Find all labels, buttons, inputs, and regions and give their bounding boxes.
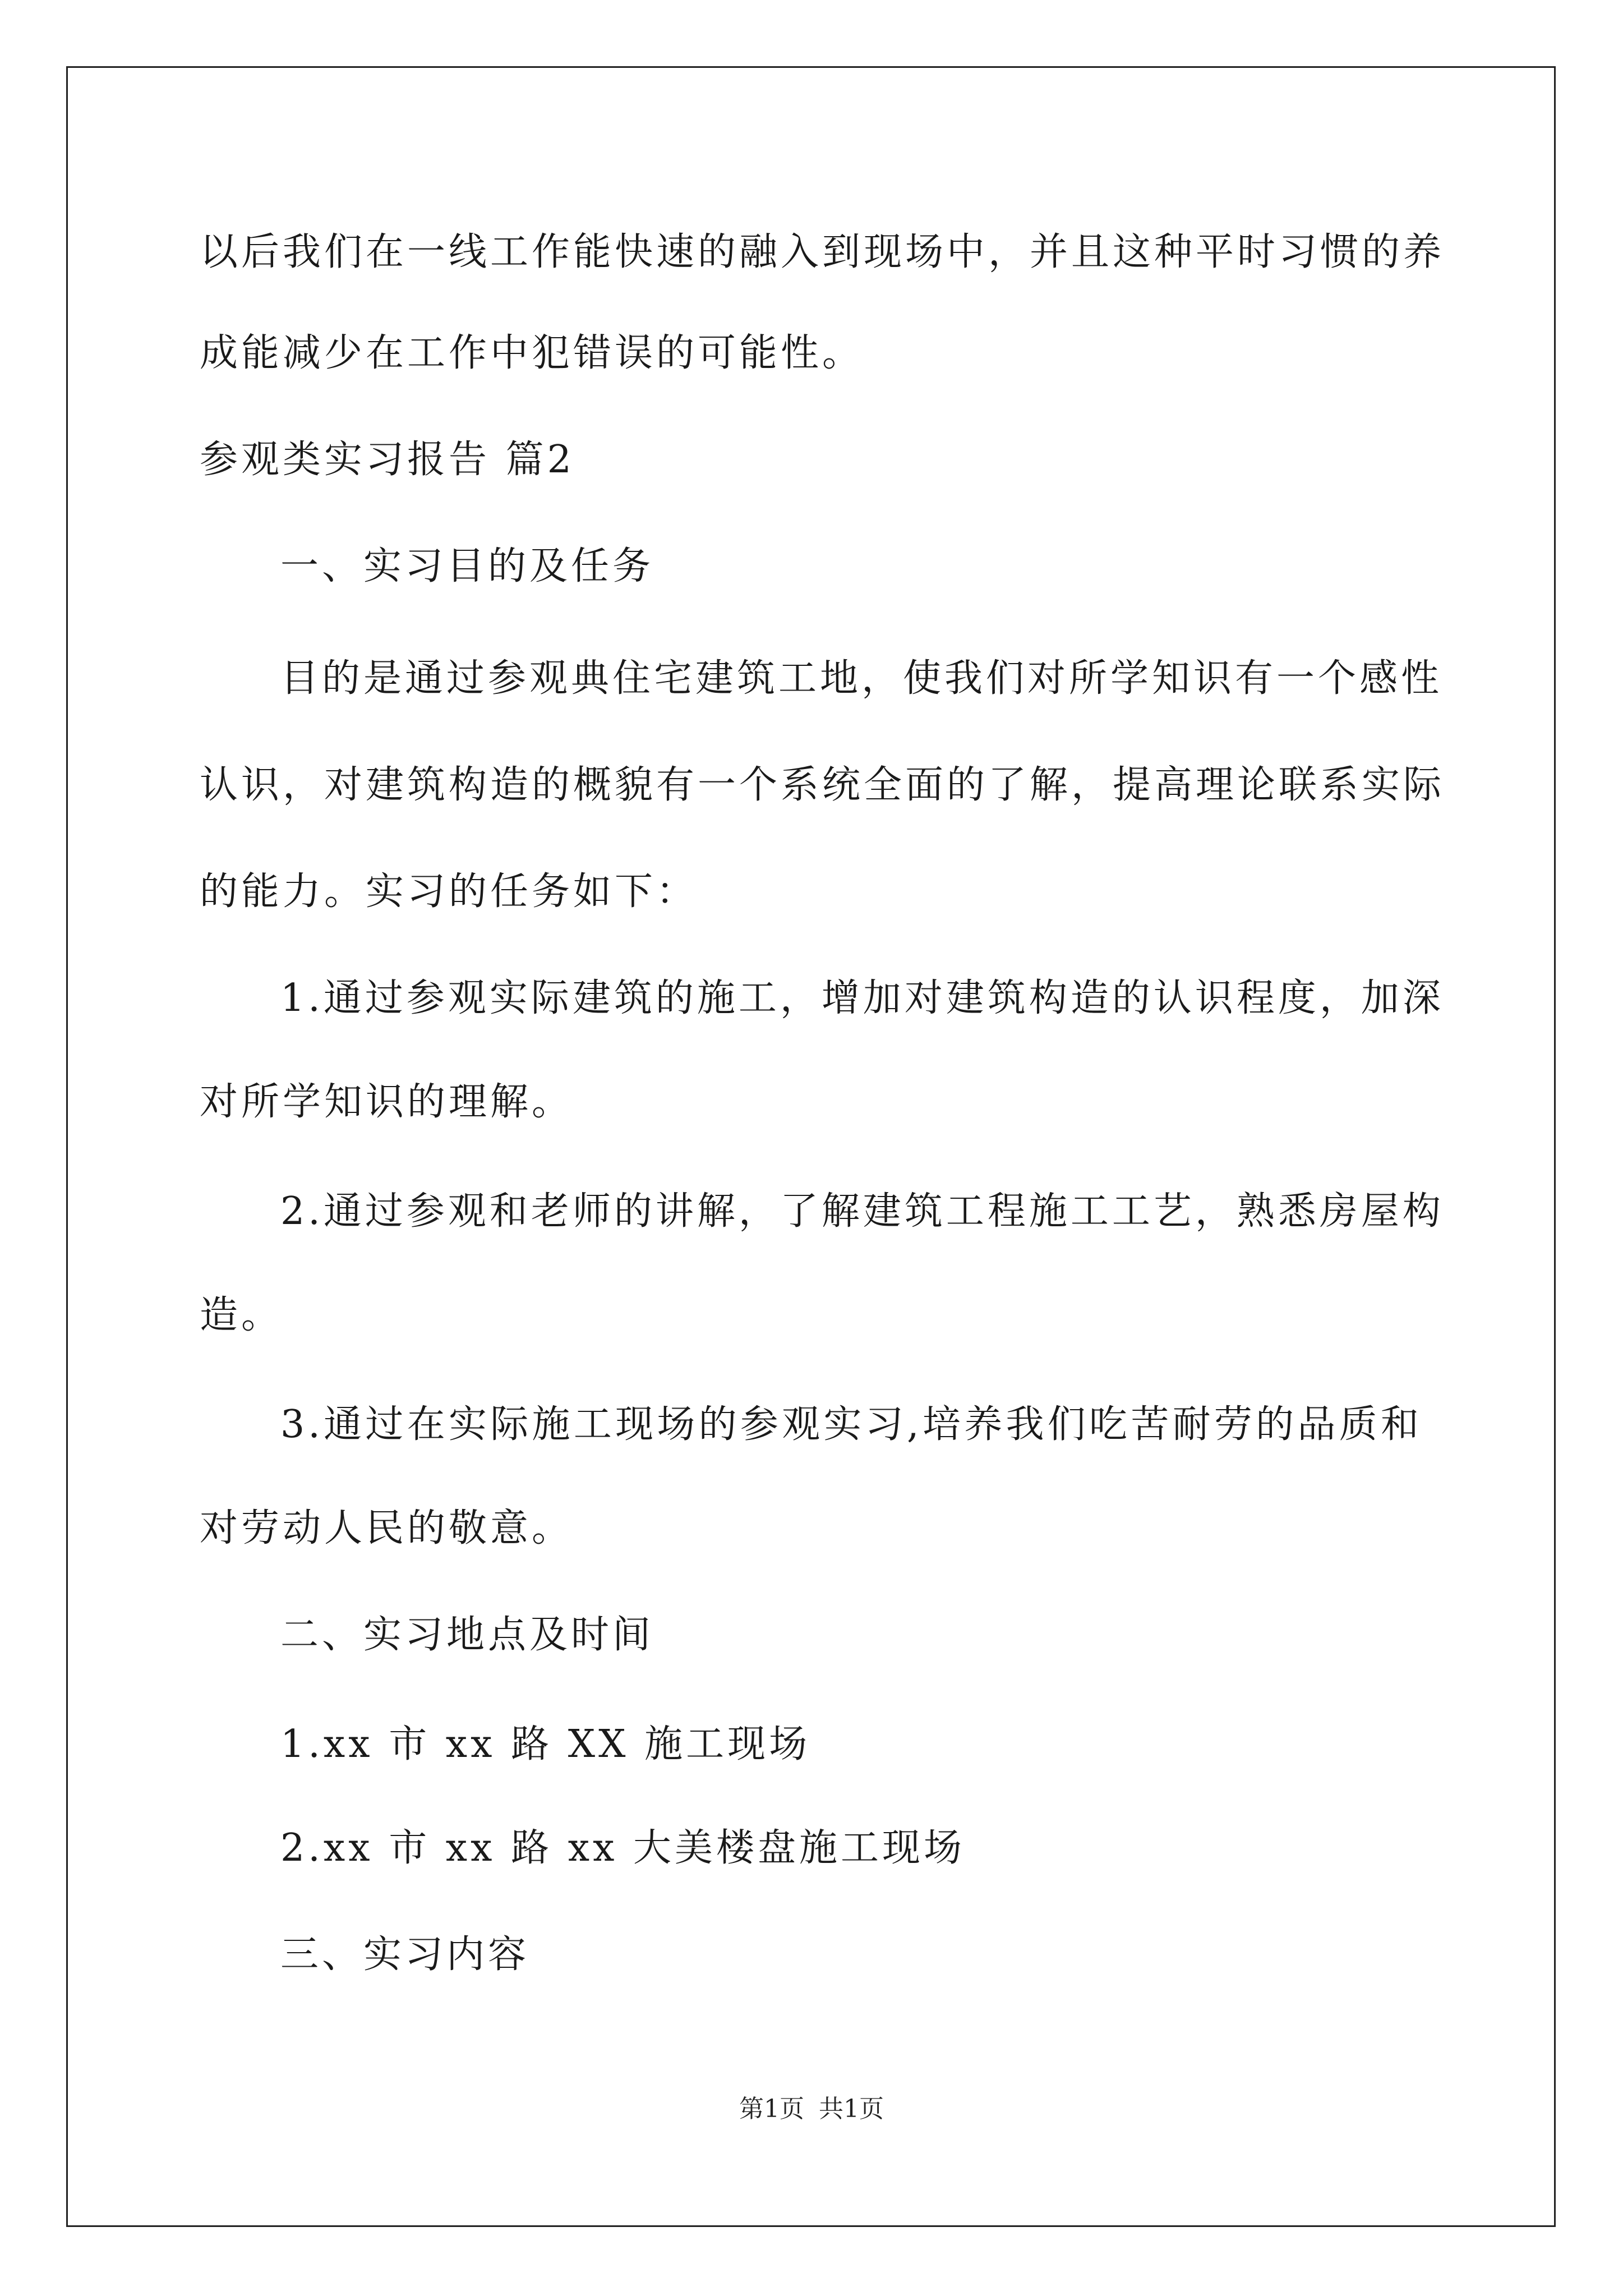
paragraph-line: 对所学知识的理解。	[200, 1080, 574, 1124]
section-heading: 一、实习目的及任务	[280, 544, 654, 588]
paragraph-line: 对劳动人民的敬意。	[200, 1506, 574, 1550]
list-item: 2.通过参观和老师的讲解，了解建筑工程施工工艺，熟悉房屋构	[280, 1189, 1444, 1234]
section-heading: 三、实习内容	[280, 1932, 530, 1977]
section-heading: 二、实习地点及时间	[280, 1613, 654, 1657]
page-footer	[0, 2092, 1623, 2126]
list-item: 2.xx 市 xx 路 xx 大美楼盘施工现场	[280, 1826, 966, 1870]
list-item: 1.通过参观实际建筑的施工，增加对建筑构造的认识程度，加深	[280, 976, 1444, 1020]
page-number: 第1页	[739, 2095, 804, 2123]
paragraph-line: 以后我们在一线工作能快速的融入到现场中，并且这种平时习惯的养	[200, 230, 1445, 274]
paragraph-line: 目的是通过参观典住宅建筑工地，使我们对所学知识有一个感性	[280, 656, 1443, 701]
paragraph-line: 造。	[200, 1293, 283, 1337]
page-border	[66, 66, 1556, 2227]
paragraph-line: 的能力。实习的任务如下：	[200, 869, 698, 914]
section-title: 参观类实习报告 篇2	[200, 438, 575, 482]
paragraph-line: 认识，对建筑构造的概貌有一个系统全面的了解，提高理论联系实际	[200, 763, 1445, 807]
page-total: 共1页	[819, 2095, 884, 2123]
list-item: 3.通过在实际施工现场的参观实习,培养我们吃苦耐劳的品质和	[280, 1402, 1422, 1447]
paragraph-line: 成能减少在工作中犯错误的可能性。	[200, 331, 864, 375]
list-item: 1.xx 市 xx 路 XX 施工现场	[280, 1722, 811, 1766]
